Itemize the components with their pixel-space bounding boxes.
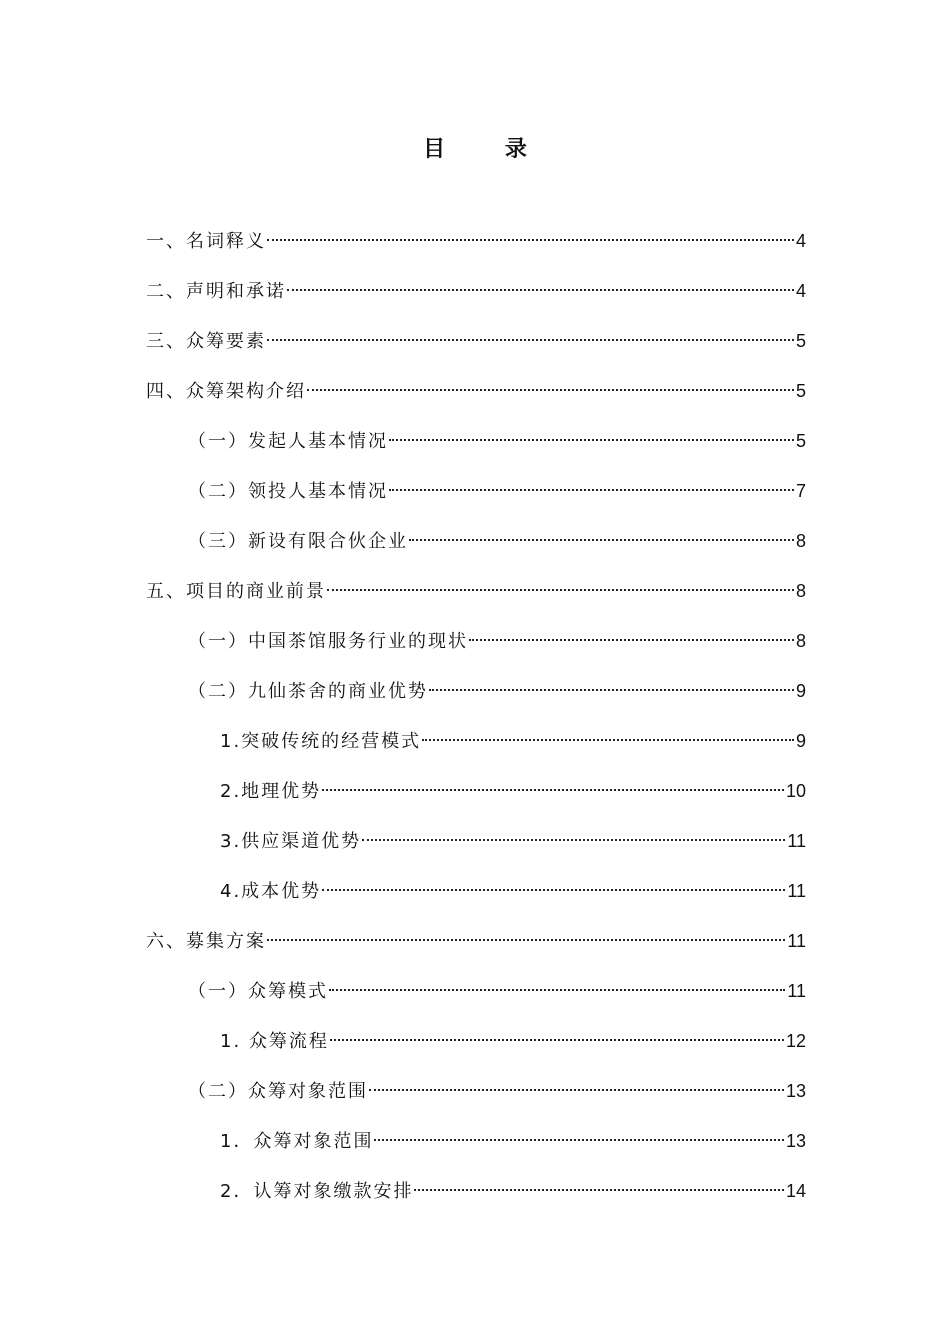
toc-entry[interactable] xyxy=(188,1074,806,1108)
toc-entry-label: （三）新设有限合伙企业 xyxy=(188,531,408,552)
toc-entry-label: （一）中国茶馆服务行业的现状 xyxy=(188,631,468,652)
toc-entry-page: 8 xyxy=(795,581,806,601)
toc-leader-dots xyxy=(267,939,785,941)
toc-entry-page: 10 xyxy=(785,781,806,801)
toc-entry-label: 三、众筹要素 xyxy=(146,331,266,352)
toc-leader-dots xyxy=(422,739,794,741)
toc-entry-page: 11 xyxy=(787,931,806,951)
toc-leader-dots xyxy=(389,439,794,441)
toc-entry-label: 五、项目的商业前景 xyxy=(146,581,326,602)
toc-leader-dots xyxy=(329,989,785,991)
toc-entry-page: 8 xyxy=(795,531,806,551)
toc-entry-page: 12 xyxy=(785,1031,806,1051)
toc-entry[interactable] xyxy=(220,724,806,758)
toc-entry-page: 9 xyxy=(795,681,806,701)
toc-entry-page: 7 xyxy=(795,481,806,501)
toc-entry-label: 一、名词释义 xyxy=(146,231,266,252)
toc-entry-label: 四、众筹架构介绍 xyxy=(146,381,306,402)
toc-entry[interactable] xyxy=(220,874,806,908)
toc-entry-page: 5 xyxy=(795,381,806,401)
toc-leader-dots xyxy=(330,1039,784,1041)
toc-entry-page: 11 xyxy=(787,831,806,851)
toc-entry-label: 2.地理优势 xyxy=(220,781,322,802)
toc-leader-dots xyxy=(414,1189,784,1191)
toc-entry-page: 5 xyxy=(795,431,806,451)
toc-entry[interactable] xyxy=(220,1124,806,1158)
toc-leader-dots xyxy=(322,889,785,891)
toc-entry-label: （一）发起人基本情况 xyxy=(188,431,388,452)
toc-entry[interactable] xyxy=(220,824,806,858)
toc-entry[interactable] xyxy=(146,224,806,258)
toc-leader-dots xyxy=(389,489,794,491)
toc-entry-label: 1．众筹对象范围 xyxy=(220,1131,374,1152)
toc-entry[interactable] xyxy=(188,474,806,508)
toc-leader-dots xyxy=(322,789,784,791)
toc-entry[interactable] xyxy=(146,324,806,358)
toc-entry-page: 13 xyxy=(785,1081,806,1101)
toc-entry-label: （二）众筹对象范围 xyxy=(188,1081,368,1102)
toc-entry[interactable] xyxy=(188,524,806,558)
toc-leader-dots xyxy=(267,239,794,241)
toc-entry-page: 11 xyxy=(787,981,806,1001)
toc-entry[interactable] xyxy=(188,424,806,458)
toc-entry-page: 9 xyxy=(795,731,806,751)
toc-title: 目 录 xyxy=(423,137,553,162)
toc-leader-dots xyxy=(362,839,785,841)
toc-entry-page: 4 xyxy=(795,231,806,251)
toc-entry-page: 4 xyxy=(795,281,806,301)
toc-leader-dots xyxy=(267,339,794,341)
toc-entry-label: 4.成本优势 xyxy=(220,881,322,902)
toc-entry-label: （二）九仙茶舍的商业优势 xyxy=(188,681,428,702)
toc-leader-dots xyxy=(287,289,794,291)
toc-entry-page: 13 xyxy=(785,1131,806,1151)
toc-entry-label: 1. 众筹流程 xyxy=(220,1031,329,1052)
toc-leader-dots xyxy=(409,539,794,541)
toc-entry[interactable] xyxy=(220,1174,806,1208)
toc-entry[interactable] xyxy=(146,274,806,308)
toc-entry-page: 14 xyxy=(785,1181,806,1201)
toc-entry-label: 1.突破传统的经营模式 xyxy=(220,731,422,752)
toc-entry[interactable] xyxy=(146,374,806,408)
toc-leader-dots xyxy=(369,1089,784,1091)
toc-entry[interactable] xyxy=(188,974,806,1008)
toc-entry-label: （二）领投人基本情况 xyxy=(188,481,388,502)
toc-entry[interactable] xyxy=(146,924,806,958)
toc-entry[interactable] xyxy=(146,574,806,608)
toc-entry-label: 六、募集方案 xyxy=(146,931,266,952)
toc-entry-page: 5 xyxy=(795,331,806,351)
toc-leader-dots xyxy=(327,589,794,591)
toc-entry[interactable] xyxy=(188,674,806,708)
toc-entry-label: （一）众筹模式 xyxy=(188,981,328,1002)
toc-entry[interactable] xyxy=(220,774,806,808)
toc-entry-label: 3.供应渠道优势 xyxy=(220,831,362,852)
toc-entry[interactable] xyxy=(220,1024,806,1058)
toc-entry-page: 8 xyxy=(795,631,806,651)
toc-entry[interactable] xyxy=(188,624,806,658)
toc-leader-dots xyxy=(374,1139,784,1141)
toc-leader-dots xyxy=(469,639,794,641)
toc-leader-dots xyxy=(429,689,794,691)
toc-leader-dots xyxy=(307,389,794,391)
toc-entry-label: 2．认筹对象缴款安排 xyxy=(220,1181,414,1202)
toc-entry-page: 11 xyxy=(787,881,806,901)
toc-entry-label: 二、声明和承诺 xyxy=(146,281,286,302)
